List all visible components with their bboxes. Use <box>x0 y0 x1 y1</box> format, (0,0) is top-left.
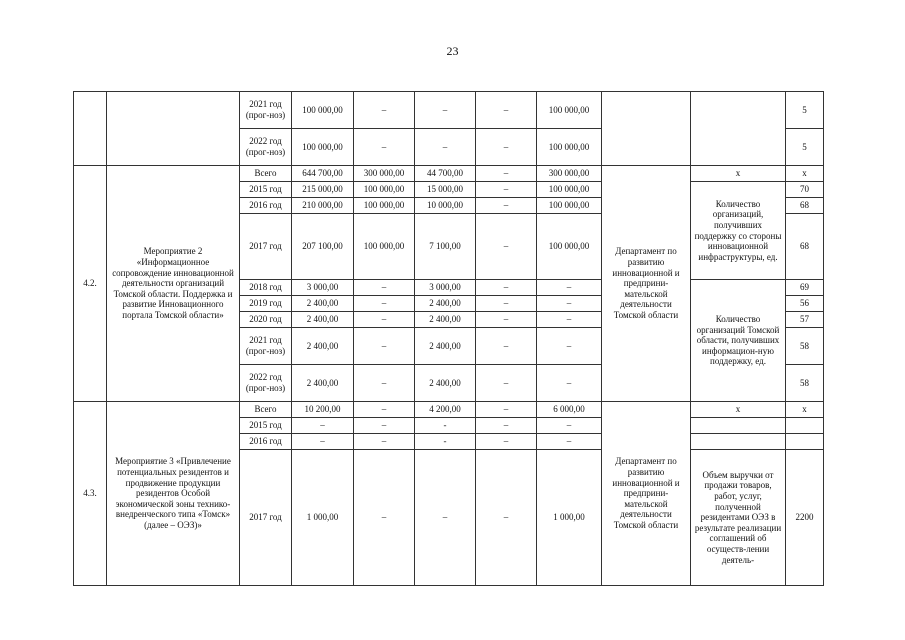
year-cell: 2021 год (прог-ноз) <box>240 328 292 365</box>
extrabudget-cell: – <box>537 280 602 296</box>
year-cell: Всего <box>240 402 292 418</box>
indicator-cell: Объем выручки от продажи товаров, работ, услуг, полученной резидентами ОЭЗ в результате реализации соглашений об осуществ-лении деятель- <box>691 450 786 586</box>
extrabudget-cell: 100 000,00 <box>537 214 602 280</box>
row-number-cell: 4.2. <box>74 166 107 402</box>
indicator-value-cell: 5 <box>786 129 824 166</box>
municipal-cell: – <box>476 129 537 166</box>
regional-cell: 2 400,00 <box>415 312 476 328</box>
indicator-cell <box>691 434 786 450</box>
federal-cell: – <box>354 280 415 296</box>
row-number-cell: 4.3. <box>74 402 107 586</box>
municipal-cell: – <box>476 166 537 182</box>
extrabudget-cell: 300 000,00 <box>537 166 602 182</box>
budget-table <box>73 91 824 586</box>
regional-cell: 15 000,00 <box>415 182 476 198</box>
table-row <box>74 402 824 418</box>
municipal-cell: – <box>476 402 537 418</box>
total-cell: 2 400,00 <box>292 296 354 312</box>
indicator-value-cell: 2200 <box>786 450 824 586</box>
year-cell: 2022 год (прог-ноз) <box>240 365 292 402</box>
regional-cell: 7 100,00 <box>415 214 476 280</box>
total-cell: 3 000,00 <box>292 280 354 296</box>
extrabudget-cell: 100 000,00 <box>537 129 602 166</box>
indicator-value-cell: 58 <box>786 365 824 402</box>
municipal-cell: – <box>476 296 537 312</box>
municipal-cell: – <box>476 214 537 280</box>
total-cell: 2 400,00 <box>292 328 354 365</box>
indicator-cell: Количество организаций, получивших поддержку со стороны инновационной инфраструктуры, ед. <box>691 182 786 280</box>
municipal-cell: – <box>476 365 537 402</box>
year-cell: 2015 год <box>240 182 292 198</box>
measure-name-cell: Мероприятие 2 «Информационное сопровождение инновационной деятельности организаций Томской области. Поддержка и развитие Инновационного портала Томской области» <box>107 166 240 402</box>
year-cell: 2021 год (прог-ноз) <box>240 92 292 129</box>
year-cell: 2017 год <box>240 450 292 586</box>
page-number: 23 <box>446 44 459 58</box>
indicator-cell <box>691 92 786 166</box>
total-cell: 2 400,00 <box>292 312 354 328</box>
extrabudget-cell: – <box>537 418 602 434</box>
federal-cell: 100 000,00 <box>354 198 415 214</box>
indicator-value-cell: х <box>786 166 824 182</box>
regional-cell: 44 700,00 <box>415 166 476 182</box>
federal-cell: – <box>354 402 415 418</box>
total-cell: 100 000,00 <box>292 129 354 166</box>
total-cell: 10 200,00 <box>292 402 354 418</box>
indicator-value-cell: 56 <box>786 296 824 312</box>
year-cell: 2020 год <box>240 312 292 328</box>
year-cell: 2016 год <box>240 434 292 450</box>
municipal-cell: – <box>476 280 537 296</box>
total-cell: 2 400,00 <box>292 365 354 402</box>
municipal-cell: – <box>476 328 537 365</box>
extrabudget-cell: – <box>537 365 602 402</box>
total-cell: 207 100,00 <box>292 214 354 280</box>
extrabudget-cell: – <box>537 312 602 328</box>
regional-cell: 2 400,00 <box>415 365 476 402</box>
row-number-cell <box>74 92 107 166</box>
federal-cell: – <box>354 450 415 586</box>
municipal-cell: – <box>476 182 537 198</box>
municipal-cell: – <box>476 450 537 586</box>
year-cell: 2019 год <box>240 296 292 312</box>
regional-cell: - <box>415 418 476 434</box>
municipal-cell: – <box>476 418 537 434</box>
indicator-value-cell: 68 <box>786 214 824 280</box>
federal-cell: – <box>354 434 415 450</box>
year-cell: 2015 год <box>240 418 292 434</box>
indicator-cell <box>691 418 786 434</box>
indicator-value-cell: 68 <box>786 198 824 214</box>
department-cell: Департамент по развитию инновационной и предприни-мательской деятельности Томской области <box>602 402 691 586</box>
year-cell: 2017 год <box>240 214 292 280</box>
regional-cell: – <box>415 92 476 129</box>
indicator-cell: Количество организаций Томской области, получивших информацион-ную поддержку, ед. <box>691 280 786 402</box>
regional-cell: - <box>415 434 476 450</box>
federal-cell: – <box>354 296 415 312</box>
year-cell: 2016 год <box>240 198 292 214</box>
year-cell: 2018 год <box>240 280 292 296</box>
extrabudget-cell: 100 000,00 <box>537 182 602 198</box>
department-cell: Департамент по развитию инновационной и предприни-мательской деятельности Томской области <box>602 166 691 402</box>
indicator-value-cell <box>786 418 824 434</box>
table-row <box>74 166 824 182</box>
regional-cell: – <box>415 129 476 166</box>
federal-cell: – <box>354 328 415 365</box>
regional-cell: – <box>415 450 476 586</box>
total-cell: – <box>292 434 354 450</box>
extrabudget-cell: 100 000,00 <box>537 198 602 214</box>
municipal-cell: – <box>476 198 537 214</box>
extrabudget-cell: – <box>537 434 602 450</box>
municipal-cell: – <box>476 312 537 328</box>
year-cell: 2022 год (прог-ноз) <box>240 129 292 166</box>
indicator-value-cell: 57 <box>786 312 824 328</box>
federal-cell: – <box>354 312 415 328</box>
federal-cell: 100 000,00 <box>354 214 415 280</box>
regional-cell: 2 400,00 <box>415 296 476 312</box>
total-cell: 1 000,00 <box>292 450 354 586</box>
measure-name-cell: Мероприятие 3 «Привлечение потенциальных резидентов и продвижение продукции резидентов Особой экономической зоны технико-внедренческого типа «Томск» (далее – ОЭЗ)» <box>107 402 240 586</box>
federal-cell: – <box>354 418 415 434</box>
federal-cell: – <box>354 365 415 402</box>
extrabudget-cell: 100 000,00 <box>537 92 602 129</box>
indicator-value-cell <box>786 434 824 450</box>
indicator-cell: х <box>691 166 786 182</box>
indicator-value-cell: 69 <box>786 280 824 296</box>
indicator-cell: х <box>691 402 786 418</box>
measure-name-cell <box>107 92 240 166</box>
total-cell: 644 700,00 <box>292 166 354 182</box>
year-cell: Всего <box>240 166 292 182</box>
total-cell: – <box>292 418 354 434</box>
municipal-cell: – <box>476 434 537 450</box>
indicator-value-cell: 5 <box>786 92 824 129</box>
total-cell: 210 000,00 <box>292 198 354 214</box>
indicator-value-cell: х <box>786 402 824 418</box>
total-cell: 215 000,00 <box>292 182 354 198</box>
total-cell: 100 000,00 <box>292 92 354 129</box>
extrabudget-cell: 6 000,00 <box>537 402 602 418</box>
federal-cell: – <box>354 92 415 129</box>
regional-cell: 2 400,00 <box>415 328 476 365</box>
table-row <box>74 92 824 129</box>
federal-cell: 100 000,00 <box>354 182 415 198</box>
regional-cell: 3 000,00 <box>415 280 476 296</box>
extrabudget-cell: – <box>537 328 602 365</box>
regional-cell: 4 200,00 <box>415 402 476 418</box>
federal-cell: – <box>354 129 415 166</box>
regional-cell: 10 000,00 <box>415 198 476 214</box>
extrabudget-cell: 1 000,00 <box>537 450 602 586</box>
federal-cell: 300 000,00 <box>354 166 415 182</box>
indicator-value-cell: 58 <box>786 328 824 365</box>
extrabudget-cell: – <box>537 296 602 312</box>
indicator-value-cell: 70 <box>786 182 824 198</box>
municipal-cell: – <box>476 92 537 129</box>
department-cell <box>602 92 691 166</box>
